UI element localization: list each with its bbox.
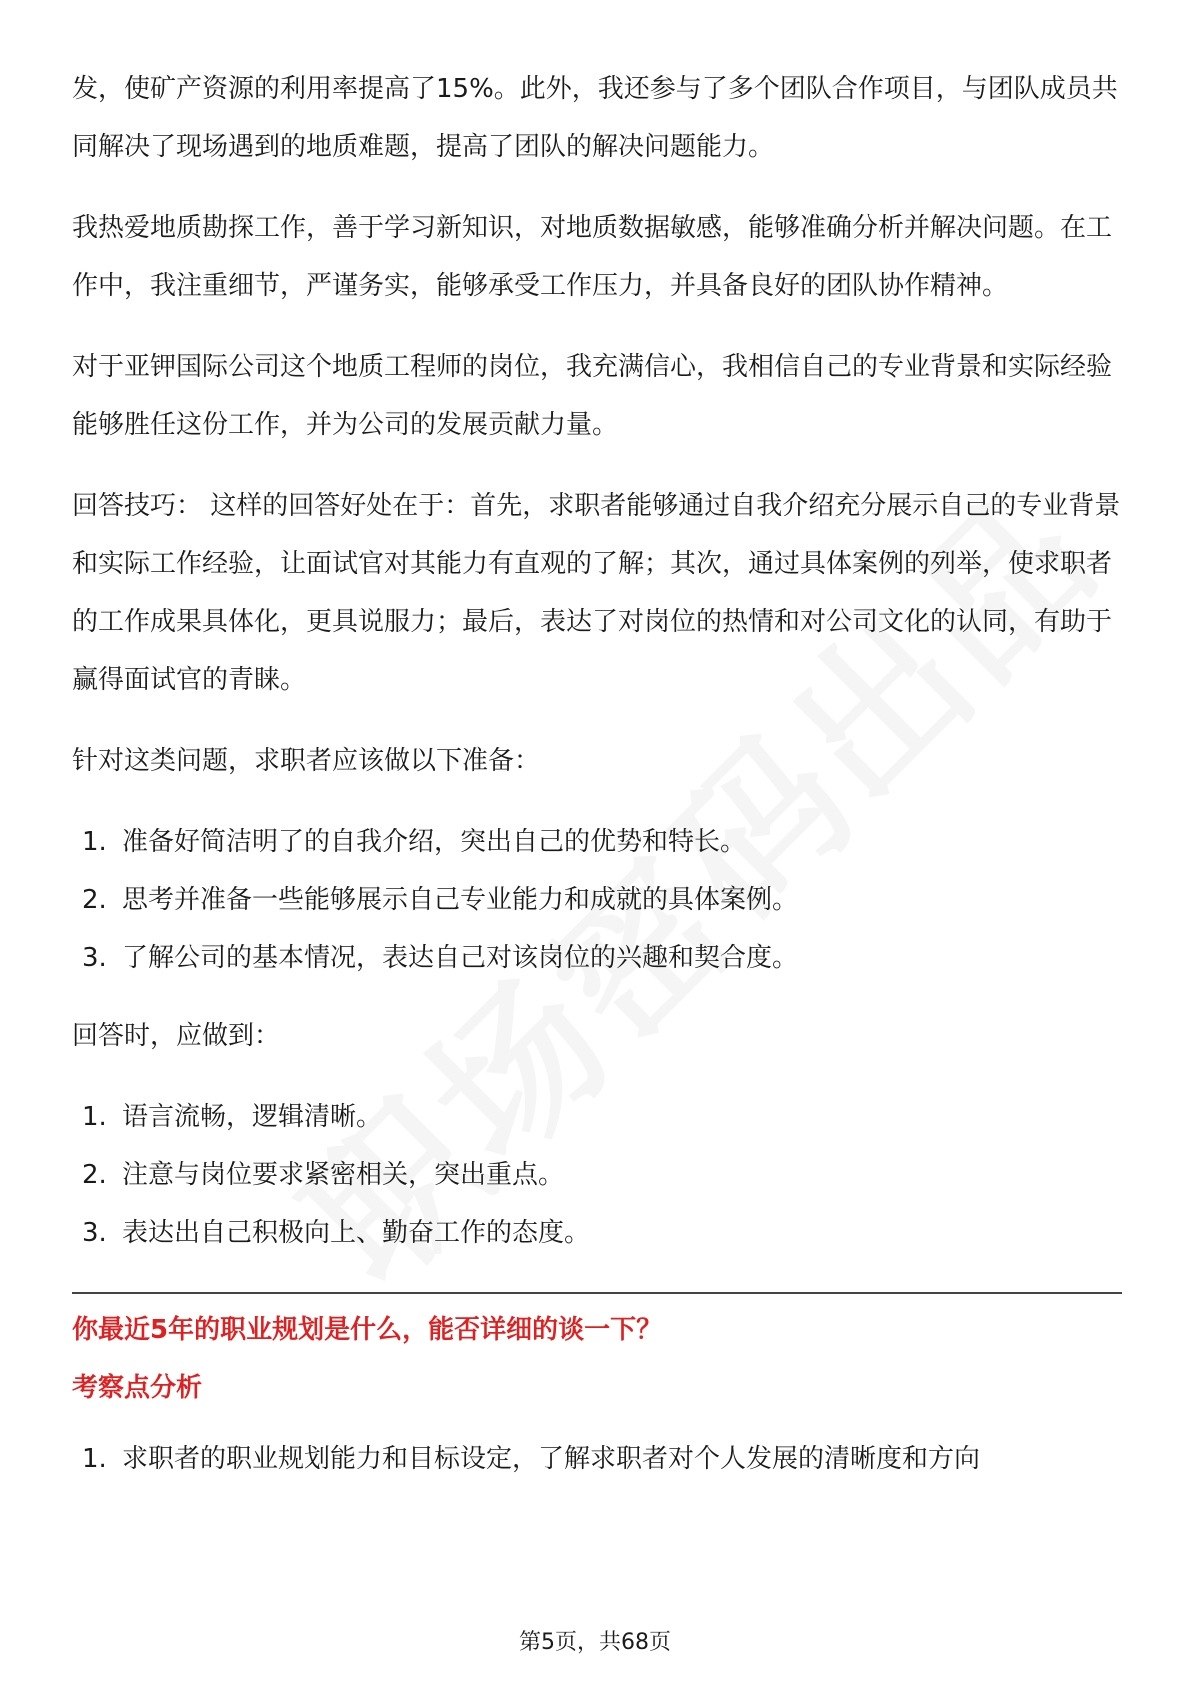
- paragraph-confidence: 对于亚钾国际公司这个地质工程师的岗位，我充满信心，我相信自己的专业背景和实际经验能够胜任这份工作，并为公司的发展贡献力量。: [72, 352, 1113, 440]
- list-text: 了解公司的基本情况，表达自己对该岗位的兴趣和契合度。: [122, 943, 799, 973]
- list-text: 语言流畅，逻辑清晰。: [122, 1102, 383, 1132]
- list-number: 3.: [82, 943, 107, 973]
- list-item: [72, 1430, 1122, 1488]
- analysis-heading: 考察点分析: [72, 1373, 203, 1403]
- list-number: 1.: [82, 827, 107, 857]
- page-footer: 第5页，共68页: [519, 1630, 671, 1655]
- list-item: [72, 1088, 1122, 1146]
- list-text: 求职者的职业规划能力和目标设定，了解求职者对个人发展的清晰度和方向: [122, 1444, 981, 1474]
- list-number: 3.: [82, 1218, 107, 1248]
- list-text: 思考并准备一些能够展示自己专业能力和成就的具体案例。: [122, 885, 799, 915]
- list-text: 表达出自己积极向上、勤奋工作的态度。: [122, 1218, 591, 1248]
- list-number: 1.: [82, 1102, 107, 1132]
- list-number: 1.: [82, 1444, 107, 1474]
- list-text: 准备好简洁明了的自我介绍，突出自己的优势和特长。: [122, 827, 747, 857]
- paragraph-tips: 回答技巧： 这样的回答好处在于：首先，求职者能够通过自我介绍充分展示自己的专业背景和实际工作经验，让面试官对其能力有直观的了解；其次，通过具体案例的列举，使求职者的工作成果具体化，更具说服力；最后，表达了对岗位的热情和对公司文化的认同，有助于赢得面试官的青睐。: [72, 491, 1121, 695]
- list-text: 注意与岗位要求紧密相关，突出重点。: [122, 1160, 565, 1190]
- list-item: [72, 813, 1122, 871]
- list-item: [72, 1146, 1122, 1204]
- question-heading: 你最近5年的职业规划是什么，能否详细的谈一下？: [72, 1315, 663, 1345]
- list-item: [72, 929, 1122, 987]
- prep-intro: 针对这类问题，求职者应该做以下准备：: [72, 746, 541, 776]
- paragraph-personality: 我热爱地质勘探工作，善于学习新知识，对地质数据敏感，能够准确分析并解决问题。在工作中，我注重细节，严谨务实，能够承受工作压力，并具备良好的团队协作精神。: [72, 213, 1113, 301]
- list-item: [72, 1204, 1122, 1262]
- section-divider: [72, 1292, 1122, 1294]
- document-body: [72, 60, 1122, 1508]
- list-number: 2.: [82, 1160, 107, 1190]
- analysis-list: [72, 1430, 1122, 1488]
- paragraph-achievement: 发，使矿产资源的利用率提高了15%。此外，我还参与了多个团队合作项目，与团队成员共同解决了现场遇到的地质难题，提高了团队的解决问题能力。: [72, 74, 1118, 162]
- prep-list: [72, 813, 1122, 987]
- answer-intro: 回答时，应做到：: [72, 1021, 281, 1051]
- list-number: 2.: [82, 885, 107, 915]
- answer-list: [72, 1088, 1122, 1262]
- list-item: [72, 871, 1122, 929]
